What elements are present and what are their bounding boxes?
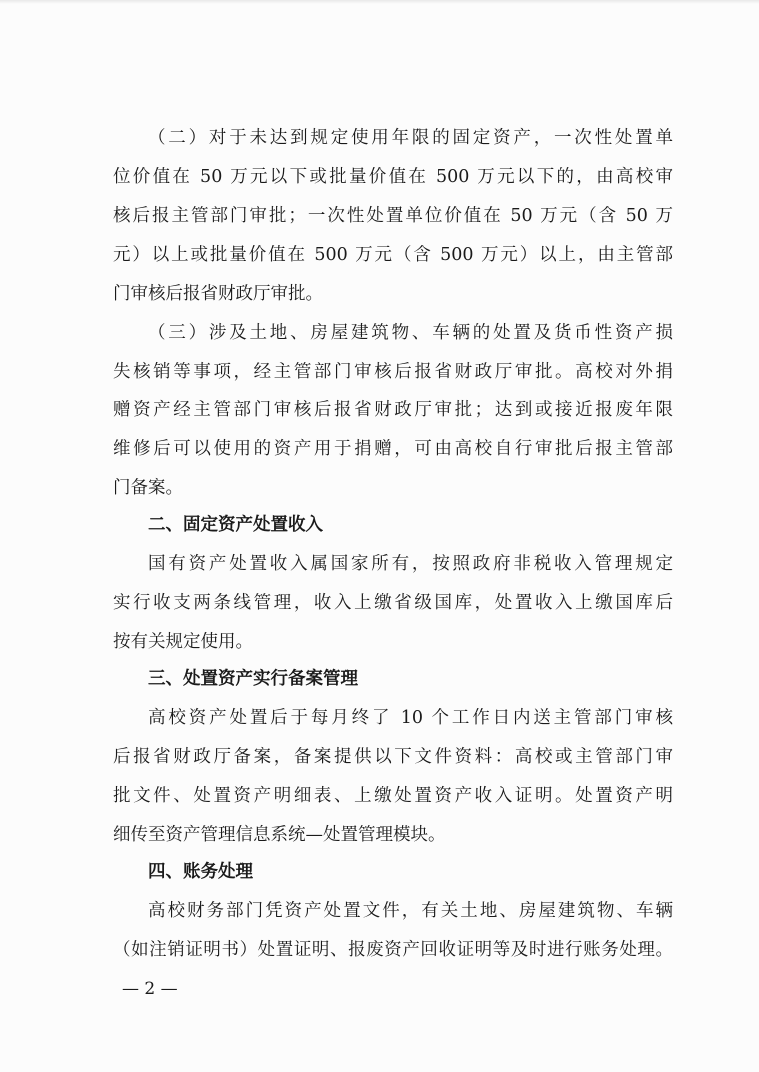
- paragraph-line: 后报省财政厅备案，备案提供以下文件资料：高校或主管部门审: [113, 747, 673, 767]
- section-heading: 三、处置资产实行备案管理: [148, 669, 358, 689]
- paragraph-line: （如注销证明书）处置证明、报废资产回收证明等及时进行账务处理。: [113, 940, 673, 960]
- paragraph-line: 维修后可以使用的资产用于捐赠，可由高校自行审批后报主管部: [113, 439, 673, 459]
- paragraph-line: 失核销等事项，经主管部门审核后报省财政厅审批。高校对外捐: [113, 362, 673, 382]
- paragraph-line: 门备案。: [113, 478, 183, 498]
- paragraph-line: 核后报主管部门审批；一次性处置单位价值在 50 万元（含 50 万: [113, 206, 673, 226]
- paragraph-line: 高校财务部门凭资产处置文件，有关土地、房屋建筑物、车辆: [148, 901, 673, 921]
- paragraph-line: 国有资产处置收入属国家所有，按照政府非税收入管理规定: [148, 554, 673, 574]
- paragraph-line: 按有关规定使用。: [113, 632, 253, 652]
- paragraph-line: 实行收支两条线管理，收入上缴省级国库，处置收入上缴国库后: [113, 593, 673, 613]
- paragraph-line: 门审核后报省财政厅审批。: [113, 284, 323, 304]
- paragraph-line: 高校资产处置后于每月终了 10 个工作日内送主管部门审核: [148, 708, 673, 728]
- page-number: — 2 —: [122, 979, 178, 999]
- section-heading: 四、账务处理: [148, 862, 253, 882]
- scan-edge: [0, 0, 759, 4]
- paragraph-line: 元）以上或批量价值在 500 万元（含 500 万元）以上，由主管部: [113, 245, 673, 265]
- paragraph-line: （二）对于未达到规定使用年限的固定资产，一次性处置单: [148, 128, 673, 148]
- paragraph-line: 批文件、处置资产明细表、上缴处置资产收入证明。处置资产明: [113, 786, 673, 806]
- paragraph-line: 赠资产经主管部门审核后报省财政厅审批；达到或接近报废年限: [113, 400, 673, 420]
- paragraph-line: （三）涉及土地、房屋建筑物、车辆的处置及货币性资产损: [148, 323, 673, 343]
- paragraph-line: 位价值在 50 万元以下或批量价值在 500 万元以下的，由高校审: [113, 167, 673, 187]
- section-heading: 二、固定资产处置收入: [148, 515, 323, 535]
- paragraph-line: 细传至资产管理信息系统—处置管理模块。: [113, 825, 446, 845]
